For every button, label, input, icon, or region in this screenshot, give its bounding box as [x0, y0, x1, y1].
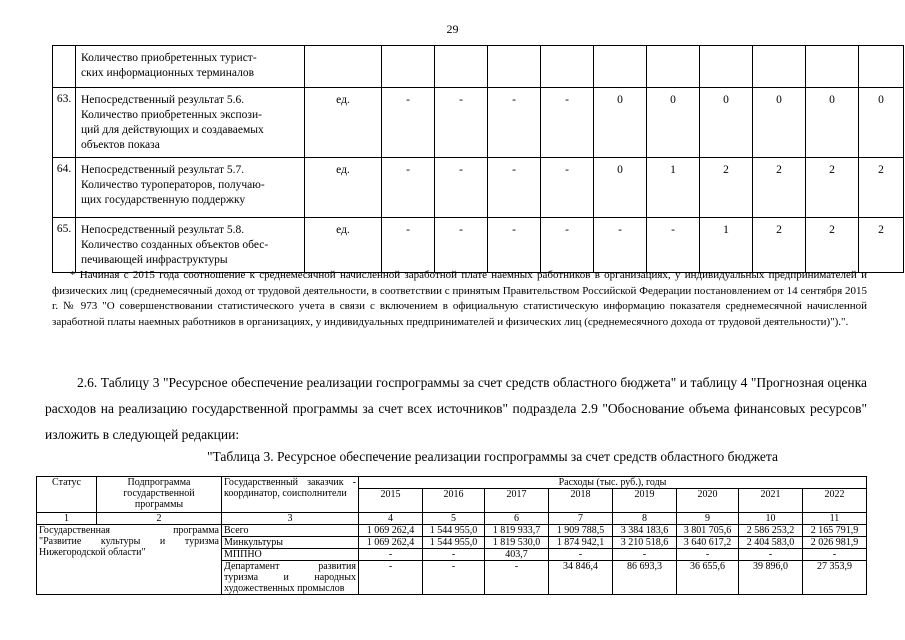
value-cell: 1 874 942,1: [549, 537, 613, 549]
value-cell: -: [423, 549, 485, 561]
value-cell: [435, 46, 488, 88]
unit-cell: ед.: [305, 158, 382, 218]
value-cell: 1: [647, 158, 700, 218]
value-cell: 2: [700, 158, 753, 218]
value-cell: 2: [859, 218, 904, 273]
status-header: Статус: [37, 477, 97, 513]
value-cell: [859, 46, 904, 88]
column-number: 3: [222, 513, 359, 525]
program-cell: [37, 525, 222, 595]
table-row: [53, 218, 904, 273]
value-cell: 403,7: [485, 549, 549, 561]
column-number: 4: [359, 513, 423, 525]
value-cell: -: [549, 549, 613, 561]
value-cell: 2 586 253,2: [739, 525, 803, 537]
year-header: 2015: [359, 489, 423, 513]
indicator-name: Количество приобретенных турист- ских информационных терминалов: [76, 46, 305, 88]
indicators-table: [52, 45, 904, 273]
value-cell: -: [359, 561, 423, 595]
value-cell: 1 909 788,5: [549, 525, 613, 537]
value-cell: 2: [753, 158, 806, 218]
budget-table: [36, 476, 867, 595]
value-cell: 2: [806, 218, 859, 273]
value-cell: [806, 46, 859, 88]
page-number: 29: [446, 22, 459, 36]
indicator-name: Непосредственный результат 5.8. Количество созданных объектов обес- печивающей инфраструктуры: [76, 218, 305, 273]
customer-cell: Департамент развития туризма и народных художественных промыслов: [222, 561, 359, 595]
value-cell: [541, 46, 594, 88]
value-cell: -: [488, 218, 541, 273]
row-number: 64.: [53, 158, 76, 218]
table-row: [53, 158, 904, 218]
column-number: 5: [423, 513, 485, 525]
value-cell: -: [677, 549, 739, 561]
column-number: 2: [97, 513, 222, 525]
program-title: "Развитие культуры и туризма Нижегородской области": [39, 536, 219, 558]
value-cell: 3 801 705,6: [677, 525, 739, 537]
value-cell: 0: [647, 88, 700, 158]
value-cell: -: [382, 218, 435, 273]
program-status: Государственная программа: [39, 525, 219, 536]
value-cell: 0: [859, 88, 904, 158]
value-cell: -: [541, 88, 594, 158]
table-caption: "Таблица 3. Ресурсное обеспечение реализации госпрограммы за счет средств областного бюджета: [207, 449, 778, 464]
value-cell: 1 544 955,0: [423, 525, 485, 537]
value-cell: 0: [594, 88, 647, 158]
expenses-header: Расходы (тыс. руб.), годы: [359, 477, 867, 489]
year-header: 2017: [485, 489, 549, 513]
value-cell: 3 640 617,2: [677, 537, 739, 549]
column-number: 10: [739, 513, 803, 525]
value-cell: 2 404 583,0: [739, 537, 803, 549]
table-row: [53, 46, 904, 88]
value-cell: [594, 46, 647, 88]
value-cell: 0: [806, 88, 859, 158]
value-cell: -: [423, 561, 485, 595]
subprogram-header: Подпрограмма государственной программы: [97, 477, 222, 513]
value-cell: -: [541, 218, 594, 273]
value-cell: -: [647, 218, 700, 273]
value-cell: 1 069 262,4: [359, 525, 423, 537]
body-paragraph: 2.6. Таблицу 3 "Ресурсное обеспечение реализации госпрограммы за счет средств областного бюджета" и таблицу 4 "Прогнозная оценка расходов на реализацию государственной программы за счет всех источников" подраздела 2.9 "Обоснование объема финансовых ресурсов" изложить в следующей редакции:: [45, 375, 867, 442]
unit-cell: [305, 46, 382, 88]
value-cell: 39 896,0: [739, 561, 803, 595]
header-row: [37, 477, 867, 489]
value-cell: -: [435, 88, 488, 158]
value-cell: -: [613, 549, 677, 561]
customer-cell: МППНО: [222, 549, 359, 561]
year-header: 2018: [549, 489, 613, 513]
value-cell: 2 165 791,9: [803, 525, 867, 537]
customer-cell: Всего: [222, 525, 359, 537]
table-row: [37, 525, 867, 537]
value-cell: 3 210 518,6: [613, 537, 677, 549]
value-cell: -: [488, 158, 541, 218]
indicator-name: Непосредственный результат 5.7. Количество туроператоров, получаю- щих государственную поддержку: [76, 158, 305, 218]
value-cell: [382, 46, 435, 88]
value-cell: 0: [594, 158, 647, 218]
value-cell: 36 655,6: [677, 561, 739, 595]
value-cell: -: [488, 88, 541, 158]
column-number: 8: [613, 513, 677, 525]
value-cell: -: [739, 549, 803, 561]
value-cell: 27 353,9: [803, 561, 867, 595]
value-cell: 86 693,3: [613, 561, 677, 595]
value-cell: -: [382, 158, 435, 218]
value-cell: [647, 46, 700, 88]
value-cell: 1: [700, 218, 753, 273]
column-number: 11: [803, 513, 867, 525]
column-number: 1: [37, 513, 97, 525]
row-number: 63.: [53, 88, 76, 158]
value-cell: 2: [859, 158, 904, 218]
value-cell: 1 819 933,7: [485, 525, 549, 537]
value-cell: -: [382, 88, 435, 158]
value-cell: [700, 46, 753, 88]
value-cell: -: [435, 158, 488, 218]
value-cell: [753, 46, 806, 88]
value-cell: 2: [753, 218, 806, 273]
footnote: * Начиная с 2015 года соотношение к среднемесячной начисленной заработной плате наемных работников в организациях, у индивидуальных предпринимателей и физических лиц (среднемесячный доход от трудовой деятельности, в соответствии с принятым Правительством Российской Федерации постановлением от 14 сентября 2015 г. № 973 "О совершенствовании статистического учета в связи с включением в официальную статистическую информацию показателя среднемесячной начисленной заработной платы наемных работников в организациях, у индивидуальных предпринимателей и физических лиц (среднемесячного дохода от трудовой деятельности)").".: [52, 269, 867, 328]
unit-cell: ед.: [305, 218, 382, 273]
value-cell: -: [541, 158, 594, 218]
column-number: 9: [677, 513, 739, 525]
row-number: [53, 46, 76, 88]
value-cell: -: [803, 549, 867, 561]
column-number-row: [37, 513, 867, 525]
value-cell: -: [594, 218, 647, 273]
value-cell: 0: [753, 88, 806, 158]
year-header: 2016: [423, 489, 485, 513]
column-number: 6: [485, 513, 549, 525]
value-cell: 1 069 262,4: [359, 537, 423, 549]
year-header: 2022: [803, 489, 867, 513]
table-row: [53, 88, 904, 158]
value-cell: 1 544 955,0: [423, 537, 485, 549]
indicator-name: Непосредственный результат 5.6. Количество приобретенных экспози- ций для действующих и создаваемых объектов показа: [76, 88, 305, 158]
value-cell: 2 026 981,9: [803, 537, 867, 549]
value-cell: -: [435, 218, 488, 273]
unit-cell: ед.: [305, 88, 382, 158]
value-cell: -: [359, 549, 423, 561]
row-number: 65.: [53, 218, 76, 273]
value-cell: [488, 46, 541, 88]
year-header: 2020: [677, 489, 739, 513]
year-header: 2019: [613, 489, 677, 513]
year-header: 2021: [739, 489, 803, 513]
value-cell: 3 384 183,6: [613, 525, 677, 537]
value-cell: 0: [700, 88, 753, 158]
value-cell: 1 819 530,0: [485, 537, 549, 549]
value-cell: 34 846,4: [549, 561, 613, 595]
value-cell: 2: [806, 158, 859, 218]
column-number: 7: [549, 513, 613, 525]
value-cell: -: [485, 561, 549, 595]
customer-cell: Минкультуры: [222, 537, 359, 549]
customer-header: Государственный заказчик - координатор, соисполнители: [222, 477, 359, 513]
